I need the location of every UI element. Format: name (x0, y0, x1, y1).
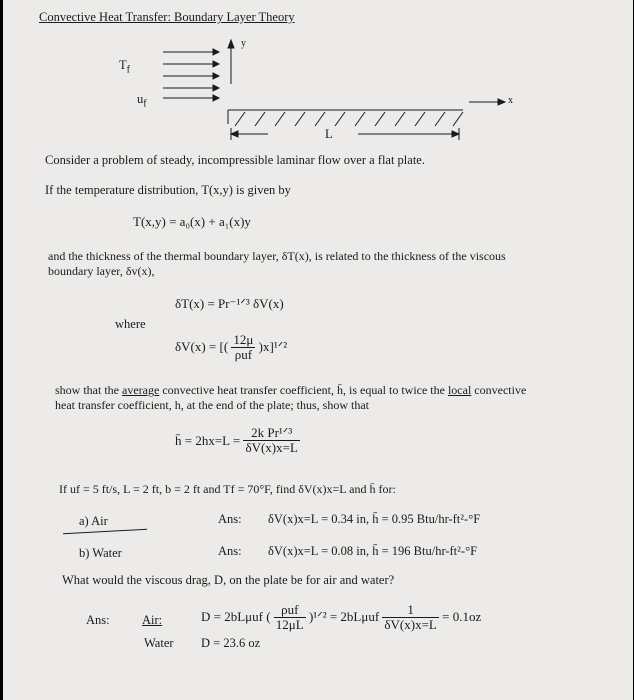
x-axis-arrowhead (498, 99, 505, 105)
drag-water-label: Water (144, 636, 174, 650)
flow-arrowhead (213, 49, 219, 55)
thickness-text-line2: boundary layer, δv(x), (48, 264, 155, 278)
drag-air-label: Air: (142, 613, 163, 627)
case-air-underline (63, 529, 147, 534)
thickness-text-line1: and the thickness of the thermal boundary layer, δT(x), is related to the thickness of the viscous (48, 249, 506, 263)
drag-question: What would the viscous drag, D, on the plate be for air and water? (62, 573, 395, 587)
drag-air-equation: D = 2bLμuf ( $\frac{\text{ρuf}}{12\mu L}$ )¹ᐟ² = 2bLμuf $\frac{1}{\delta V(x)x=L}$ = 0.1oz (201, 602, 482, 633)
free-stream-temperature-label: $T_f$ (119, 58, 130, 76)
flow-arrowhead (213, 95, 219, 101)
given-conditions-text: If uf = 5 ft/s, L = 2 ft, b = 2 ft and Tf = 70°F, find δV(x)x=L and h̄ for: (59, 482, 396, 496)
length-label: L (325, 127, 333, 141)
temp-dist-text: If the temperature distribution, T(x,y) is given by (45, 183, 291, 197)
dim-arrow-left (231, 131, 238, 137)
plate-hatching (235, 112, 463, 126)
drag-water-equation: D = 23.6 oz (201, 636, 261, 650)
case-water-answer: δV(x)x=L = 0.08 in, h̄ = 196 Btu/hr-ft²-°F (268, 544, 478, 558)
case-water-label: b) Water (79, 546, 122, 560)
heat-transfer-equation: h̄ = 2hx=L = $\frac{\text{2k Pr¹ᐟ³}}{\delta V(x)x=L}$ (175, 425, 298, 456)
drag-fraction-2: $\frac{1}{\delta V(x)x=L}$ (384, 602, 437, 633)
viscous-fraction: $\frac{12\mu}{\text{ρuf}}$ (233, 332, 254, 363)
y-axis-arrowhead (228, 40, 234, 48)
where-label: where (115, 317, 146, 331)
intro-text: Consider a problem of steady, incompressible laminar flow over a flat plate. (45, 153, 425, 167)
flat-plate-diagram (3, 0, 633, 160)
dim-arrow-right (452, 131, 459, 137)
free-stream-velocity-label: $u_f$ (137, 92, 147, 110)
show-text-line1: show that the average convective heat transfer coefficient, h̄, is equal to twice the local convective (55, 383, 527, 397)
page-title: Convective Heat Transfer: Boundary Layer Theory (39, 10, 295, 24)
worksheet-page (3, 0, 633, 700)
y-axis-label: y (241, 38, 246, 49)
x-axis-label: x (508, 95, 513, 106)
case-air-ans-label: Ans: (218, 512, 242, 526)
temperature-equation: T(x,y) = a₀(x) + a₁(x)y (133, 214, 251, 229)
case-water-ans-label: Ans: (218, 544, 242, 558)
drag-ans-label: Ans: (86, 613, 110, 627)
flow-arrowhead (213, 61, 219, 67)
viscous-thickness-equation: δV(x) = [( $\frac{12\mu}{\text{ρuf}}$ )x]¹ᐟ² (175, 332, 288, 363)
case-air-label: a) Air (79, 514, 108, 528)
heat-transfer-fraction: $\frac{\text{2k Pr¹ᐟ³}}{\delta V(x)x=L}$ (245, 425, 298, 456)
show-text-line2: heat transfer coefficient, h, at the end of the plate; thus, show that (55, 398, 370, 412)
flow-arrowhead (213, 73, 219, 79)
thermal-thickness-equation: δT(x) = Pr⁻¹ᐟ³ δV(x) (175, 296, 284, 311)
drag-fraction-1: $\frac{\text{ρuf}}{12\mu L}$ (275, 602, 304, 633)
flow-arrowhead (213, 85, 219, 91)
case-air-answer: δV(x)x=L = 0.34 in, h̄ = 0.95 Btu/hr-ft²-°F (268, 512, 481, 526)
